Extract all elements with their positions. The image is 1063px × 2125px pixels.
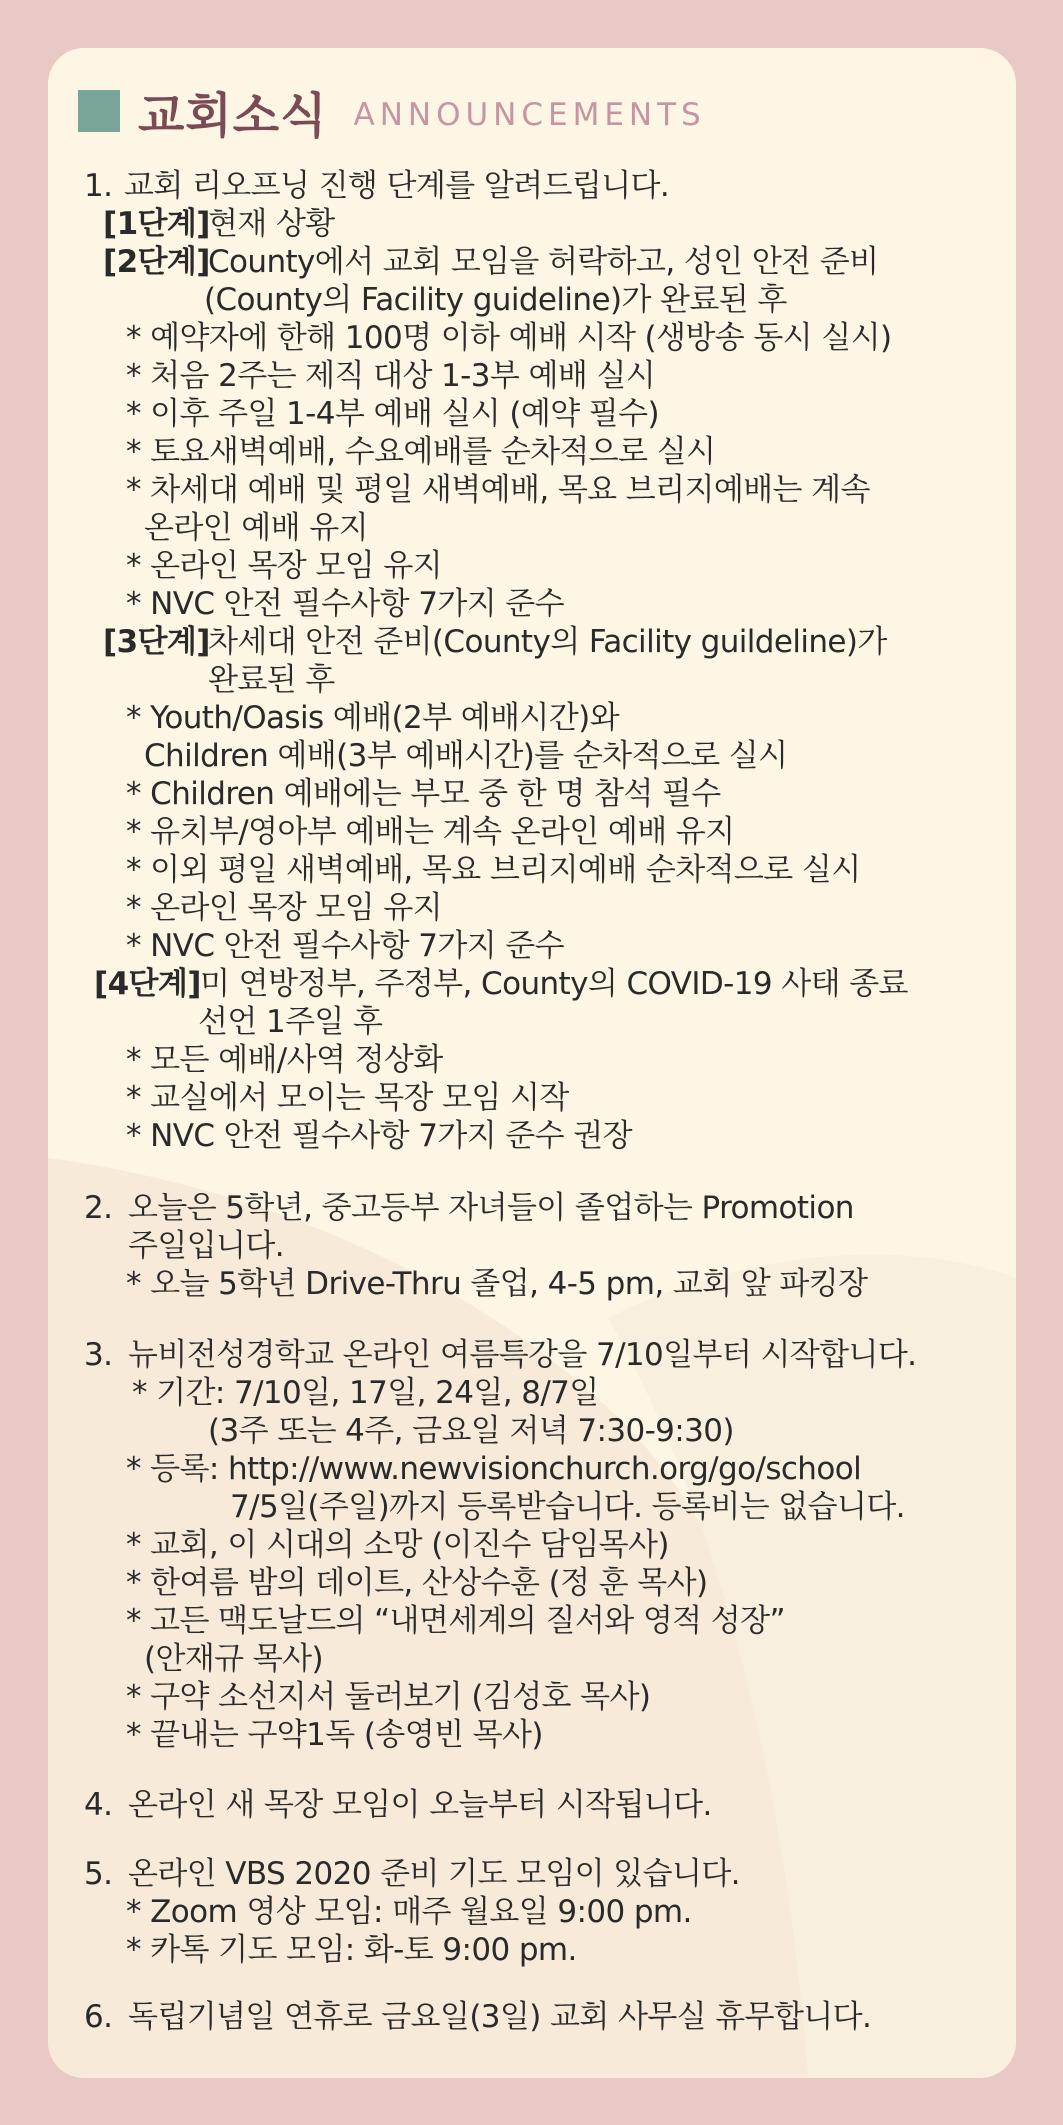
bullet-line: * 교실에서 모이는 목장 모임 시작 bbox=[126, 1080, 569, 1116]
bullet-line: (3주 또는 4주, 금요일 저녁 7:30-9:30) bbox=[208, 1413, 734, 1449]
section-header bbox=[78, 76, 706, 146]
bullet-line: * 토요새벽예배, 수요예배를 순차적으로 실시 bbox=[126, 434, 716, 470]
stage-text: 차세대 안전 준비(County의 Facility guildeline)가 bbox=[208, 624, 887, 660]
item-text: 교회 리오프닝 진행 단계를 알려드립니다. bbox=[124, 168, 670, 204]
item-number: 1. bbox=[84, 168, 113, 204]
item-number: 6. bbox=[84, 1999, 113, 2035]
item-number: 3. bbox=[84, 1337, 113, 1373]
bullet-line: Children 예배(3부 예배시간)를 순차적으로 실시 bbox=[144, 738, 788, 774]
bullet-line: * 오늘 5학년 Drive-Thru 졸업, 4-5 pm, 교회 앞 파킹장 bbox=[126, 1266, 868, 1302]
bullet-line: (안재규 목사) bbox=[144, 1641, 323, 1677]
bullet-line: * 이외 평일 새벽예배, 목요 브리지예배 순차적으로 실시 bbox=[126, 852, 861, 888]
bullet-line: * 예약자에 한해 100명 이하 예배 시작 (생방송 동시 실시) bbox=[126, 320, 892, 356]
stage-text: 미 연방정부, 주정부, County의 COVID-19 사태 종료 bbox=[200, 966, 908, 1002]
item-text: 뉴비전성경학교 온라인 여름특강을 7/10일부터 시작합니다. bbox=[128, 1337, 917, 1373]
bullet-line: * 차세대 예배 및 평일 새벽예배, 목요 브리지예배는 계속 bbox=[126, 472, 870, 508]
stage-text-cont: 선언 1주일 후 bbox=[198, 1004, 383, 1040]
title-korean: 교회소식 bbox=[138, 87, 328, 144]
item-text: 온라인 새 목장 모임이 오늘부터 시작됩니다. bbox=[128, 1787, 712, 1823]
stage-text-cont: (County의 Facility guideline)가 완료된 후 bbox=[204, 282, 787, 318]
bullet-line: * 교회, 이 시대의 소망 (이진수 담임목사) bbox=[126, 1527, 669, 1563]
item-text: 온라인 VBS 2020 준비 기도 모임이 있습니다. bbox=[128, 1856, 740, 1892]
stage-text: 현재 상황 bbox=[208, 206, 335, 242]
title-english: ANNOUNCEMENTS bbox=[353, 97, 706, 133]
bullet-line: * 한여름 밤의 데이트, 산상수훈 (정 훈 목사) bbox=[126, 1565, 708, 1601]
registration-link[interactable]: * 등록: http://www.newvisionchurch.org/go/school bbox=[126, 1451, 862, 1487]
bullet-line: * 끝내는 구약1독 (송영빈 목사) bbox=[126, 1717, 543, 1753]
bullet-line: * 유치부/영아부 예배는 계속 온라인 예배 유지 bbox=[126, 814, 735, 850]
stage-label: [4단계] bbox=[94, 966, 201, 1002]
header-square-icon bbox=[78, 90, 120, 132]
bullet-line: * Zoom 영상 모임: 매주 월요일 9:00 pm. bbox=[126, 1894, 692, 1930]
stage-label: [2단계] bbox=[103, 244, 210, 280]
bullet-line: * 처음 2주는 제직 대상 1-3부 예배 실시 bbox=[126, 358, 656, 394]
bullet-line: * 고든 맥도날드의 “내면세계의 질서와 영적 성장” bbox=[126, 1603, 785, 1639]
bullet-line: * 기간: 7/10일, 17일, 24일, 8/7일 bbox=[132, 1375, 599, 1411]
stage-label: [1단계] bbox=[103, 206, 210, 242]
bullet-line: 온라인 예배 유지 bbox=[144, 510, 368, 546]
item-text: 오늘은 5학년, 중고등부 자녀들이 졸업하는 Promotion bbox=[128, 1190, 854, 1226]
announcements-card bbox=[48, 48, 1016, 2078]
bullet-line: * 온라인 목장 모임 유지 bbox=[126, 890, 443, 926]
item-number: 5. bbox=[84, 1856, 113, 1892]
bullet-line: * 이후 주일 1-4부 예배 실시 (예약 필수) bbox=[126, 396, 659, 432]
bullet-line: * 모든 예배/사역 정상화 bbox=[126, 1042, 443, 1078]
item-text-cont: 주일입니다. bbox=[128, 1228, 284, 1264]
bullet-line: * 온라인 목장 모임 유지 bbox=[126, 548, 443, 584]
stage-text: County에서 교회 모임을 허락하고, 성인 안전 준비 bbox=[208, 244, 879, 280]
bullet-line: * NVC 안전 필수사항 7가지 준수 bbox=[126, 928, 564, 964]
stage-label: [3단계] bbox=[103, 624, 210, 660]
item-number: 4. bbox=[84, 1787, 113, 1823]
bullet-line: 7/5일(주일)까지 등록받습니다. 등록비는 없습니다. bbox=[230, 1489, 905, 1525]
bullet-line: * Children 예배에는 부모 중 한 명 참석 필수 bbox=[126, 776, 721, 812]
item-text: 독립기념일 연휴로 금요일(3일) 교회 사무실 휴무합니다. bbox=[128, 1999, 872, 2035]
bullet-line: * Youth/Oasis 예배(2부 예배시간)와 bbox=[126, 700, 619, 736]
stage-text-cont: 완료된 후 bbox=[208, 662, 335, 698]
bullet-line: * NVC 안전 필수사항 7가지 준수 bbox=[126, 586, 564, 622]
bullet-line: * NVC 안전 필수사항 7가지 준수 권장 bbox=[126, 1118, 632, 1154]
item-number: 2. bbox=[84, 1190, 113, 1226]
bullet-line: * 구약 소선지서 둘러보기 (김성호 목사) bbox=[126, 1679, 651, 1715]
bullet-line: * 카톡 기도 모임: 화-토 9:00 pm. bbox=[126, 1932, 577, 1968]
